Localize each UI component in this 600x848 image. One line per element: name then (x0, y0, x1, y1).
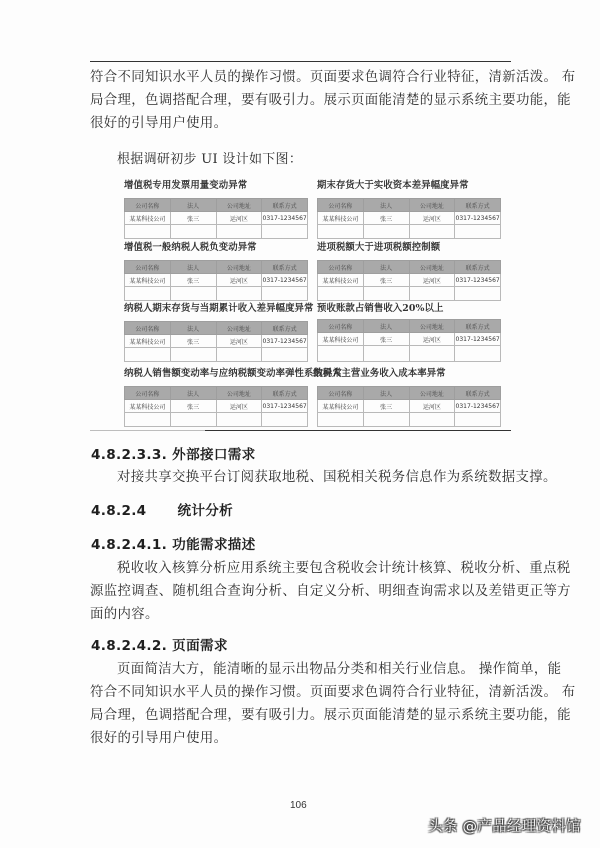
cell-contact: 0317-1234567 (455, 212, 501, 225)
company-table (124, 386, 308, 427)
section-number: 4.8.2.4 (91, 503, 147, 519)
table-header-row (125, 322, 308, 335)
anomaly-card (317, 179, 501, 239)
card-title: 期末存货大于实收资本差异幅度异常 (317, 180, 469, 191)
cell-empty (216, 287, 262, 301)
column-header: 公司地址 (409, 387, 455, 400)
cell-contact: 0317-1234567 (455, 333, 501, 346)
column-header: 公司名称 (125, 199, 171, 212)
column-header: 公司地址 (216, 322, 262, 335)
cell-legal-person: 张三 (363, 212, 409, 225)
table-row (318, 400, 501, 413)
text-line: 局合理，色调搭配合理，要有吸引力。展示页面能清楚的显示系统主要功能，能 (90, 708, 571, 723)
column-header: 联系方式 (262, 387, 308, 400)
section-title: 功能需求描述 (172, 537, 256, 553)
cell-contact: 0317-1234567 (262, 212, 308, 225)
column-header: 法人 (170, 322, 216, 335)
section-number: 4.8.2.4.1. (91, 537, 168, 553)
column-header: 公司名称 (125, 261, 171, 274)
column-header: 公司地址 (409, 320, 455, 333)
cell-empty (363, 413, 409, 427)
company-table (317, 386, 501, 427)
table-header-row (318, 261, 501, 274)
company-table (124, 260, 308, 301)
cell-legal-person: 张三 (363, 400, 409, 413)
column-header: 公司名称 (318, 387, 364, 400)
cell-company: 某某科技公司 (125, 274, 171, 287)
column-header: 联系方式 (455, 387, 501, 400)
page-requirements-paragraph (90, 658, 576, 750)
anomaly-card (124, 367, 342, 427)
figure-bottom-rule-light (90, 430, 205, 431)
section-title: 页面需求 (172, 638, 228, 654)
company-table (317, 319, 501, 362)
cell-company: 某某科技公司 (125, 212, 171, 225)
column-header: 联系方式 (262, 199, 308, 212)
text-line: 局合理，色调搭配合理，要有吸引力。展示页面能清楚的显示系统主要功能，能 (90, 93, 571, 108)
table-header-row (318, 387, 501, 400)
table-row (125, 335, 308, 348)
section-number: 4.8.2.3.3. (91, 447, 168, 463)
cell-empty (170, 287, 216, 301)
cell-empty (455, 413, 501, 427)
card-title: 纳税人销售额变动率与应纳税额变动率弹性系数异常 (124, 368, 342, 379)
table-header-row (125, 261, 308, 274)
cell-empty (455, 225, 501, 239)
table-header-row (318, 199, 501, 212)
table-header-row (318, 320, 501, 333)
card-title: 增值税专用发票用量变动异常 (124, 180, 248, 191)
cell-empty (216, 348, 262, 362)
cell-address: 运河区 (216, 400, 262, 413)
cell-empty (170, 348, 216, 362)
cell-address: 运河区 (216, 212, 262, 225)
table-row-empty (318, 413, 501, 427)
column-header: 联系方式 (262, 261, 308, 274)
section-heading (91, 443, 256, 463)
table-row (318, 274, 501, 287)
column-header: 公司地址 (409, 261, 455, 274)
column-header: 联系方式 (455, 261, 501, 274)
cell-empty (318, 413, 364, 427)
cell-legal-person: 张三 (363, 333, 409, 346)
cell-empty (318, 287, 364, 301)
table-row-empty (125, 348, 308, 362)
section-title: 外部接口需求 (172, 447, 256, 463)
header-rule (90, 61, 511, 62)
column-header: 法人 (363, 320, 409, 333)
company-table (124, 321, 308, 362)
cell-empty (409, 413, 455, 427)
column-header: 法人 (170, 261, 216, 274)
cell-address: 运河区 (409, 212, 455, 225)
company-table (317, 198, 501, 239)
anomaly-card (124, 179, 308, 239)
cell-empty (409, 287, 455, 301)
cell-company: 某某科技公司 (125, 400, 171, 413)
section-number: 4.8.2.4.2. (91, 638, 168, 654)
figure-caption: 根据调研初步 UI 设计如下图： (117, 152, 303, 167)
interface-paragraph (90, 466, 557, 489)
anomaly-card (313, 367, 501, 427)
cell-company: 某某科技公司 (318, 274, 364, 287)
text-line: 很好的引导用户使用。 (90, 116, 228, 131)
cell-empty (318, 346, 364, 362)
table-row (125, 274, 308, 287)
cell-legal-person: 张三 (170, 400, 216, 413)
cell-empty (125, 287, 171, 301)
cell-empty (262, 413, 308, 427)
text-line: 对接共享交换平台订阅获取地税、国税相关税务信息作为系统数据支撑。 (117, 470, 557, 485)
column-header: 联系方式 (455, 320, 501, 333)
cell-address: 运河区 (409, 400, 455, 413)
cell-contact: 0317-1234567 (262, 274, 308, 287)
ui-design-figure (90, 176, 512, 432)
text-line: 符合不同知识水平人员的操作习惯。页面要求色调符合行业特征，清新活泼。 布 (90, 685, 576, 700)
cell-contact: 0317-1234567 (455, 400, 501, 413)
cell-company: 某某科技公司 (318, 212, 364, 225)
cell-empty (216, 225, 262, 239)
table-row-empty (125, 413, 308, 427)
anomaly-card (124, 241, 308, 301)
table-row-empty (318, 346, 501, 362)
cell-empty (455, 346, 501, 362)
cell-empty (318, 225, 364, 239)
table-row-empty (318, 287, 501, 301)
text-line: 符合不同知识水平人员的操作习惯。页面要求色调符合行业特征，清新活泼。 布 (90, 70, 576, 85)
cell-empty (125, 348, 171, 362)
cell-empty (409, 346, 455, 362)
cell-empty (170, 413, 216, 427)
cell-empty (409, 225, 455, 239)
table-row-empty (125, 287, 308, 301)
column-header: 公司地址 (216, 387, 262, 400)
cell-address: 运河区 (409, 274, 455, 287)
column-header: 公司名称 (318, 199, 364, 212)
watermark: 头条 @产品经理资料馆 (428, 819, 581, 835)
cell-legal-person: 张三 (170, 212, 216, 225)
cell-empty (363, 225, 409, 239)
anomaly-card (317, 241, 501, 301)
table-row (125, 400, 308, 413)
card-title: 增值税一般纳税人税负变动异常 (124, 242, 257, 253)
text-line: 面的内容。 (90, 607, 159, 622)
table-row (318, 212, 501, 225)
column-header: 联系方式 (455, 199, 501, 212)
cell-company: 某某科技公司 (318, 400, 364, 413)
cell-empty (363, 346, 409, 362)
column-header: 公司名称 (318, 320, 364, 333)
cell-empty (216, 413, 262, 427)
cell-legal-person: 张三 (170, 274, 216, 287)
cell-contact: 0317-1234567 (262, 335, 308, 348)
section-title: 统计分析 (177, 503, 234, 519)
cell-empty (262, 225, 308, 239)
cell-empty (170, 225, 216, 239)
table-header-row (125, 387, 308, 400)
section-heading (91, 533, 256, 553)
cell-empty (125, 413, 171, 427)
column-header: 公司名称 (125, 322, 171, 335)
page-number: 106 (290, 800, 307, 811)
card-title: 纳税人主营业务收入成本率异常 (313, 368, 446, 379)
card-title: 预收账款占销售收入20%以上 (317, 303, 444, 314)
cell-empty (363, 287, 409, 301)
column-header: 公司地址 (409, 199, 455, 212)
cell-contact: 0317-1234567 (455, 274, 501, 287)
card-title: 纳税人期末存货与当期累计收入差异幅度异常 (124, 303, 314, 314)
column-header: 法人 (363, 199, 409, 212)
cell-legal-person: 张三 (170, 335, 216, 348)
cell-address: 运河区 (216, 335, 262, 348)
table-row-empty (125, 225, 308, 239)
cell-empty (125, 225, 171, 239)
anomaly-card (124, 302, 314, 362)
cell-company: 某某科技公司 (125, 335, 171, 348)
column-header: 法人 (363, 261, 409, 274)
cell-address: 运河区 (409, 333, 455, 346)
cell-company: 某某科技公司 (318, 333, 364, 346)
column-header: 公司名称 (318, 261, 364, 274)
company-table (124, 198, 308, 239)
anomaly-card (317, 302, 501, 362)
column-header: 公司名称 (125, 387, 171, 400)
table-header-row (125, 199, 308, 212)
table-row (318, 333, 501, 346)
text-line: 很好的引导用户使用。 (90, 731, 228, 746)
function-paragraph (90, 557, 571, 626)
card-title: 进项税额大于进项税额控制额 (317, 242, 441, 253)
company-table (317, 260, 501, 301)
column-header: 法人 (363, 387, 409, 400)
column-header: 法人 (170, 199, 216, 212)
column-header: 公司地址 (216, 261, 262, 274)
cell-empty (262, 348, 308, 362)
cell-contact: 0317-1234567 (262, 400, 308, 413)
text-line: 页面简洁大方，能清晰的显示出物品分类和相关行业信息。 操作简单，能 (117, 662, 562, 677)
column-header: 公司地址 (216, 199, 262, 212)
cell-legal-person: 张三 (363, 274, 409, 287)
figure-bottom-rule (205, 430, 511, 431)
intro-paragraph (90, 66, 576, 135)
section-heading (91, 634, 228, 654)
column-header: 联系方式 (262, 322, 308, 335)
text-line: 税收收入核算分析应用系统主要包含税收会计统计核算、税收分析、重点税 (117, 561, 571, 576)
column-header: 法人 (170, 387, 216, 400)
cell-address: 运河区 (216, 274, 262, 287)
table-row (125, 212, 308, 225)
section-heading (91, 499, 233, 519)
cell-empty (455, 287, 501, 301)
table-row-empty (318, 225, 501, 239)
cell-empty (262, 287, 308, 301)
text-line: 源监控调查、随机组合查询分析、自定义分析、明细查询需求以及差错更正等方 (90, 584, 571, 599)
